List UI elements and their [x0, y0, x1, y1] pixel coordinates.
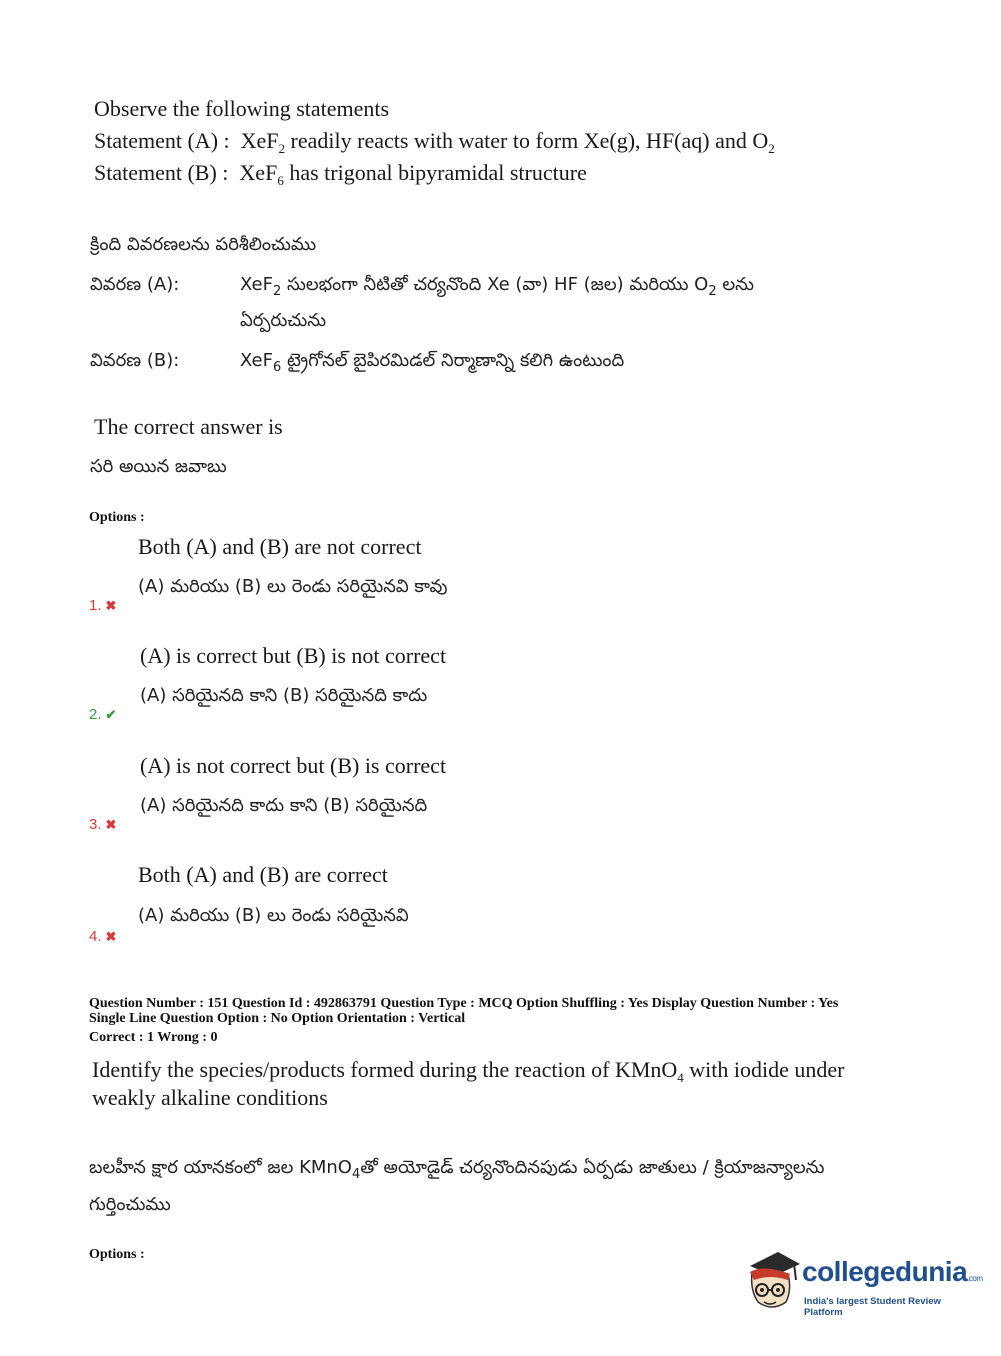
option-text-en: (A) is not correct but (B) is correct: [140, 753, 447, 778]
tel-statement-b: XeF$_6$ ట్రైగోనల్ బైపిరమిడల్ నిర్మాణాన్ని కలిగి ఉంటుంది: [240, 350, 625, 375]
statement-a: Statement (A) : XeF$_2$ readily reacts with water to form Xe(g), HF(aq) and $O_2$: [94, 128, 775, 156]
tel-statement-b-label: వివరణ (B):: [90, 350, 180, 371]
option-number: 2. ✔: [89, 706, 117, 723]
correct-check-icon: ✔: [105, 707, 117, 722]
option-number: 1. ✖: [89, 597, 117, 614]
option-text-tel: (A) మరియు (B) లు రెండు సరియైనవి కావు: [138, 576, 448, 597]
q151-tel-question: బలహీన క్షార యానకంలో జల KMnO$_4$తో అయోడైడ్ చర్యనొందినపుడు ఏర్పడు జాతులు / క్రియాజన్యాలను: [89, 1157, 825, 1182]
q151-meta-line2: Single Line Question Option : No Option Orientation : Vertical: [89, 1011, 466, 1026]
statement-b: Statement (B) : XeF$_6$ has trigonal bipyramidal structure: [94, 160, 587, 188]
q151-meta-line1: Question Number : 151 Question Id : 492863791 Question Type : MCQ Option Shuffling : Yes Display Question Number : Yes: [89, 996, 839, 1011]
option-text-en: Both (A) and (B) are correct: [138, 862, 388, 887]
correct-answer-prompt: The correct answer is: [94, 414, 283, 439]
q151-tel-question-line2: గుర్తించుము: [89, 1194, 171, 1215]
tel-intro: క్రింది వివరణలను పరిశీలించుము: [90, 234, 317, 255]
brand-tagline: India's largest Student Review Platform: [804, 1296, 941, 1318]
student-mascot-icon: [744, 1250, 804, 1314]
q151-options-label: Options :: [89, 1247, 145, 1262]
q151-question: Identify the species/products formed during the reaction of KMnO$_4$ with iodide under: [92, 1057, 845, 1085]
option-number: 4. ✖: [89, 928, 117, 945]
tel-statement-a: XeF$_2$ సులభంగా నీటితో చర్యనొంది Xe (వా) HF (జల) మరియు $O_2$ లను: [240, 274, 754, 299]
tel-statement-a-line2: ఏర్పరుచును: [240, 310, 327, 331]
tel-correct-answer-prompt: సరి అయిన జవాబు: [90, 456, 227, 477]
q150-intro: Observe the following statements: [94, 96, 390, 121]
wrong-icon: ✖: [105, 598, 117, 613]
brand-name: collegedunia.com: [802, 1256, 983, 1287]
q151-question-line2: weakly alkaline conditions: [92, 1085, 328, 1110]
option-text-tel: (A) సరియైనది కాదు కాని (B) సరియైనది: [140, 795, 428, 816]
option-text-tel: (A) సరియైనది కాని (B) సరియైనది కాదు: [140, 685, 428, 706]
tel-statement-a-label: వివరణ (A):: [90, 274, 180, 295]
statement-b-label: Statement (B) :: [94, 160, 229, 185]
q151-meta-line3: Correct : 1 Wrong : 0: [89, 1030, 218, 1045]
wrong-icon: ✖: [105, 929, 117, 944]
option-number: 3. ✖: [89, 816, 117, 833]
q150-options-label: Options :: [89, 510, 145, 525]
statement-a-label: Statement (A) :: [94, 128, 230, 153]
wrong-icon: ✖: [105, 817, 117, 832]
option-text-en: Both (A) and (B) are not correct: [138, 534, 422, 559]
option-text-tel: (A) మరియు (B) లు రెండు సరియైనవి: [138, 905, 409, 926]
collegedunia-logo: [744, 1250, 983, 1320]
option-text-en: (A) is correct but (B) is not correct: [140, 643, 447, 668]
